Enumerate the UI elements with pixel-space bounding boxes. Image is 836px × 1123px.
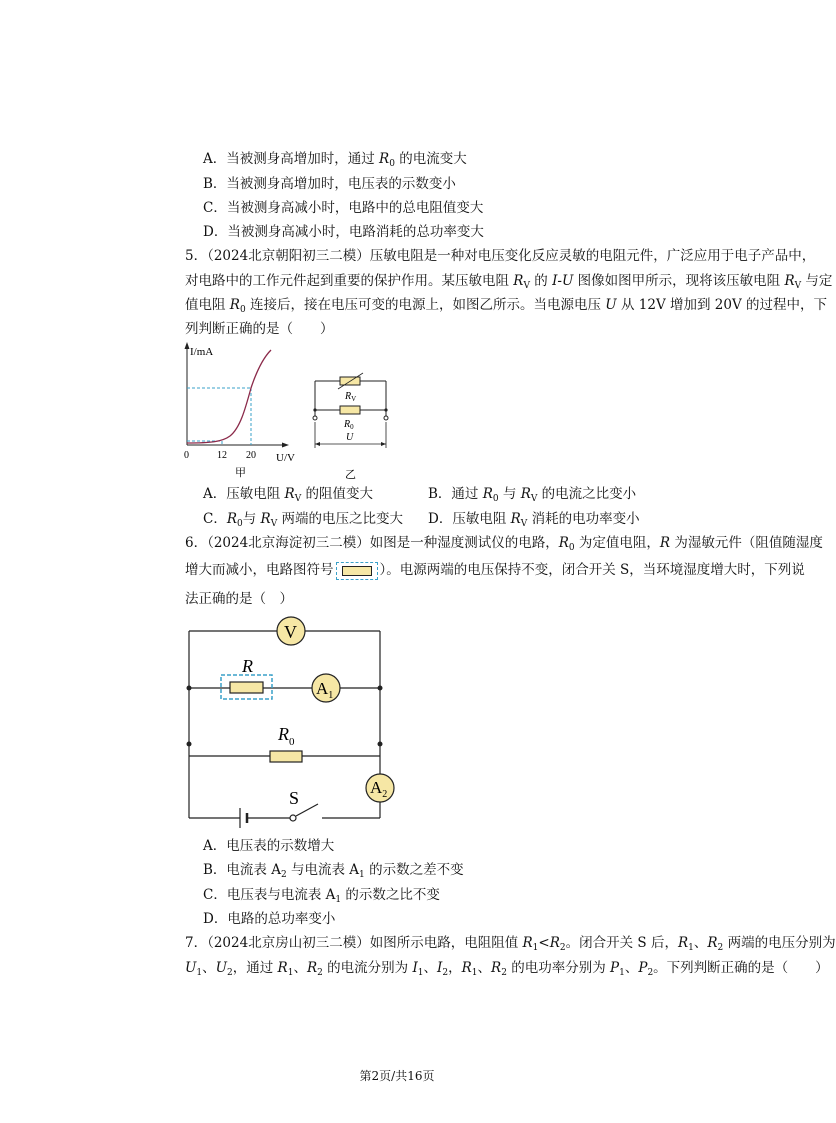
iu-curve <box>187 350 271 443</box>
q7-line-2: $U_1$、$U_2$，通过 $R_1$、$R_2$ 的电流分别为 $I_1$、$I_2$，$R_1$、$R_2$ 的电功率分别为 $P_1$、$P_2$。下列判断正确的是（ ） <box>185 960 829 978</box>
q5-option-a: A．压敏电阻 $R_V$ 的阻值变大 <box>203 486 374 504</box>
q6-line-2: 增大而减小，电路图符号 ）。电源两端的电压保持不变，闭合开关 S，当环境湿度增大时，下列说 <box>185 562 805 578</box>
q4-option-d: D．当被测身高减小时，电路消耗的总功率变大 <box>203 224 484 240</box>
r-label: R <box>242 656 253 676</box>
q6-option-d: D．电路的总功率变小 <box>203 911 336 927</box>
graph-x-label: U/V <box>276 452 295 464</box>
x-axis-arrow <box>282 443 289 448</box>
q6-option-c: C．电压表与电流表 $A_1$ 的示数之比不变 <box>203 887 440 905</box>
graph-caption: 甲 <box>235 467 246 479</box>
q6-circuit <box>180 612 400 822</box>
tick-20: 20 <box>246 450 256 461</box>
u-label: U <box>346 432 354 443</box>
q5-iu-graph <box>175 340 305 480</box>
q6-option-a: A．电压表的示数增大 <box>203 838 335 854</box>
y-axis-arrow <box>185 342 190 349</box>
q5-line-2: 对电路中的工作元件起到重要的保护作用。某压敏电阻 $R_V$ 的 I-U 图像如图甲所示，现将该压敏电阻 $R_V$ 与定 <box>185 273 833 291</box>
ammeter-a2-label: $A_2$ <box>370 778 388 800</box>
q5-option-d: D．压敏电阻 $R_V$ 消耗的电功率变小 <box>428 511 640 529</box>
page-footer: 第2页/共16页 <box>359 1069 435 1083</box>
graph-y-label: I/mA <box>190 346 214 358</box>
q5-option-b: B．通过 $R_0$ 与 $R_V$ 的电流之比变小 <box>428 486 637 504</box>
q4-option-c: C．当被测身高减小时，电路中的总电阻值变大 <box>203 200 484 216</box>
r0-resistor <box>270 751 302 762</box>
q6-line-3: 法正确的是（ ） <box>185 591 293 607</box>
r0-label: $R_0$ <box>278 724 295 748</box>
q5-circuit <box>308 368 398 480</box>
rv-label: $R_V$ <box>345 391 357 403</box>
humidity-element-symbol <box>336 562 378 580</box>
q5-line-4: 列判断正确的是（ ） <box>185 321 334 337</box>
voltmeter-label: V <box>284 622 297 642</box>
q5-line-1: 5．（2024北京朝阳初三二模）压敏电阻是一种对电压变化反应灵敏的电阻元件，广泛应用于电子产品中， <box>185 248 816 264</box>
r0-label: $R_0$ <box>344 419 354 431</box>
ammeter-a1-label: $A_1$ <box>316 679 334 701</box>
r-humidity-resistor <box>230 682 263 693</box>
q4-option-b: B．当被测身高增加时，电压表的示数变小 <box>203 176 456 192</box>
switch-label: S <box>289 788 300 808</box>
tick-12: 12 <box>217 450 227 461</box>
q5-line-3: 值电阻 $R_0$ 连接后，接在电压可变的电源上，如图乙所示。当电源电压 U 从 12V 增加到 20V 的过程中，下 <box>185 297 827 315</box>
switch-s <box>296 804 318 816</box>
q5-option-c: C．$R_0$与 $R_V$ 两端的电压之比变大 <box>203 511 404 529</box>
tick-0: 0 <box>184 450 189 461</box>
r0-resistor <box>340 406 360 414</box>
q7-line-1: 7．（2024北京房山初三二模）如图所示电路，电阻阻值 $R_1<R_2$。闭合开关 S 后，$R_1$、$R_2$ 两端的电压分别为 <box>185 935 836 953</box>
q6-line-1: 6．（2024北京海淀初三二模）如图是一种湿度测试仪的电路，$R_0$ 为定值电阻，R 为湿敏元件（阻值随湿度 <box>185 535 823 553</box>
q4-option-a: A．当被测身高增加时，通过 $R_0$ 的电流变大 <box>203 151 467 169</box>
q6-option-b: B．电流表 $A_2$ 与电流表 $A_1$ 的示数之差不变 <box>203 862 464 880</box>
circuit-caption: 乙 <box>345 469 356 481</box>
